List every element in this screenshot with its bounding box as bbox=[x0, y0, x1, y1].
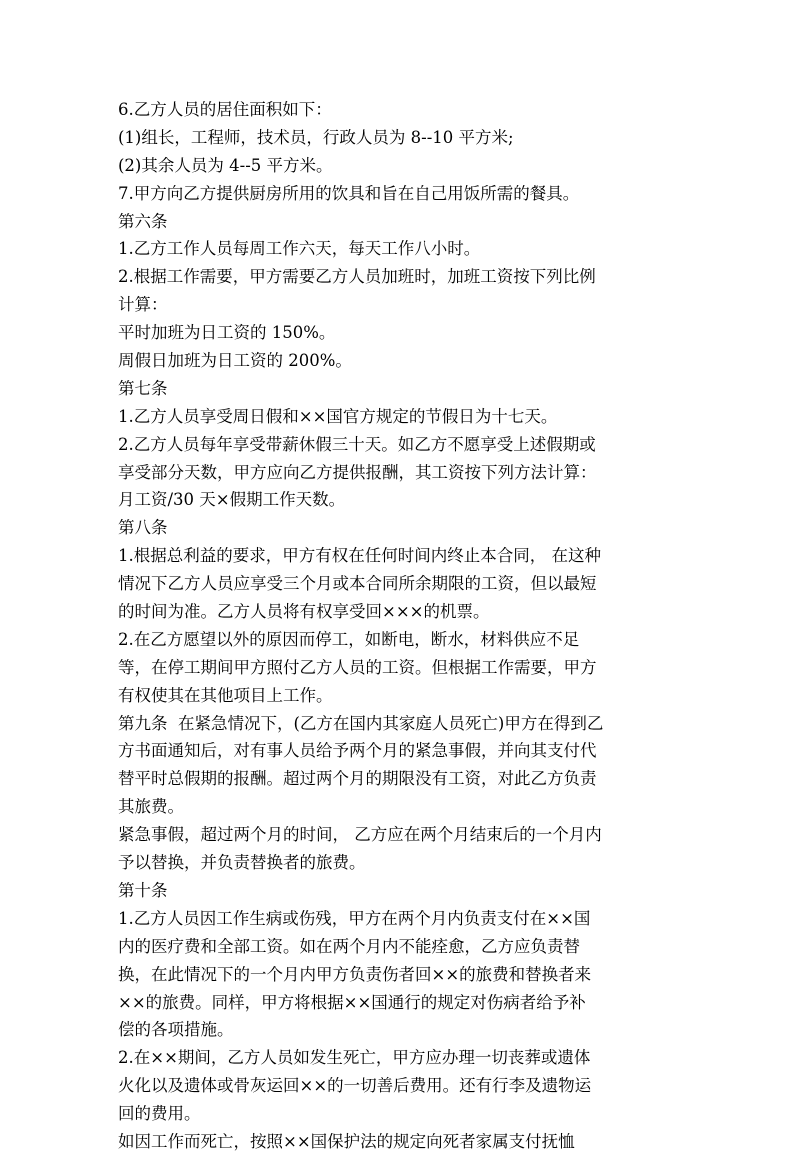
text-line: ××的旅费。同样，甲方将根据××国通行的规定对伤病者给予补 bbox=[118, 992, 586, 1012]
text-line: 予以替换，并负责替换者的旅费。 bbox=[118, 853, 366, 873]
text-line: 享受部分天数，甲方应向乙方提供报酬，其工资按下列方法计算： bbox=[118, 462, 597, 482]
text-line: 2.在乙方愿望以外的原因而停工，如断电，断水，材料供应不足 bbox=[118, 629, 580, 649]
section-heading: 第六条 bbox=[118, 211, 168, 231]
section-heading: 第八条 bbox=[118, 518, 168, 538]
text-line: 如因工作而死亡，按照××国保护法的规定向死者家属支付抚恤 bbox=[118, 1131, 575, 1151]
text-line: 6.乙方人员的居住面积如下： bbox=[118, 100, 332, 119]
text-line: 2.乙方人员每年享受带薪休假三十天。如乙方不愿享受上述假期或 bbox=[118, 434, 596, 454]
text-line: 1.乙方工作人员每周工作六天，每天工作八小时。 bbox=[118, 239, 481, 259]
text-line: 紧急事假，超过两个月的时间， 乙方应在两个月结束后的一个月内 bbox=[118, 825, 602, 845]
text-line: 方书面通知后，对有事人员给予两个月的紧急事假，并向其支付代 bbox=[118, 741, 597, 761]
section-heading: 第九条 在紧急情况下，(乙方在国内其家庭人员死亡)甲方在得到乙 bbox=[118, 713, 604, 733]
text-line: 其旅费。 bbox=[118, 797, 184, 817]
text-line: 月工资/30 天×假期工作天数。 bbox=[118, 490, 346, 510]
text-line: 回的费用。 bbox=[118, 1104, 201, 1124]
text-line: 情况下乙方人员应享受三个月或本合同所余期限的工资，但以最短 bbox=[118, 574, 597, 594]
text-line: 2.根据工作需要，甲方需要乙方人员加班时，加班工资按下列比例 bbox=[118, 267, 596, 287]
text-line: 平时加班为日工资的 150%。 bbox=[118, 323, 336, 343]
text-line: 等，在停工期间甲方照付乙方人员的工资。但根据工作需要，甲方 bbox=[118, 657, 597, 677]
text-line: 偿的各项措施。 bbox=[118, 1020, 234, 1040]
text-line: 1.乙方人员因工作生病或伤残，甲方在两个月内负责支付在××国 bbox=[118, 908, 591, 928]
section-heading: 第十条 bbox=[118, 880, 168, 900]
text-line: 7.甲方向乙方提供厨房所用的饮具和旨在自己用饭所需的餐具。 bbox=[118, 183, 580, 203]
text-line: 换，在此情况下的一个月内甲方负责伤者回××的旅费和替换者来 bbox=[118, 964, 592, 984]
text-line: 内的医疗费和全部工资。如在两个月内不能痊愈，乙方应负责替 bbox=[118, 936, 580, 956]
text-line: 的时间为准。乙方人员将有权享受回×××的机票。 bbox=[118, 602, 490, 622]
text-line: 计算： bbox=[118, 295, 168, 315]
text-line: 1.乙方人员享受周日假和××国官方规定的节假日为十七天。 bbox=[118, 406, 558, 426]
text-line: (2)其余人员为 4--5 平方米。 bbox=[118, 155, 333, 175]
section-heading: 第七条 bbox=[118, 378, 168, 398]
text-line: 有权使其在其他项目上工作。 bbox=[118, 685, 333, 705]
text-line: 替平时总假期的报酬。超过两个月的期限没有工资，对此乙方负责 bbox=[118, 769, 597, 789]
text-line: 周假日加班为日工资的 200%。 bbox=[118, 351, 352, 371]
text-line: 火化以及遗体或骨灰运回××的一切善后费用。还有行李及遗物运 bbox=[118, 1076, 592, 1096]
text-line: 2.在××期间，乙方人员如发生死亡，甲方应办理一切丧葬或遗体 bbox=[118, 1048, 591, 1068]
text-line: 1.根据总利益的要求，甲方有权在任何时间内终止本合同， 在这种 bbox=[118, 546, 601, 566]
document-body bbox=[118, 96, 678, 1156]
text-line: (1)组长，工程师，技术员，行政人员为 8--10 平方米; bbox=[118, 127, 514, 147]
